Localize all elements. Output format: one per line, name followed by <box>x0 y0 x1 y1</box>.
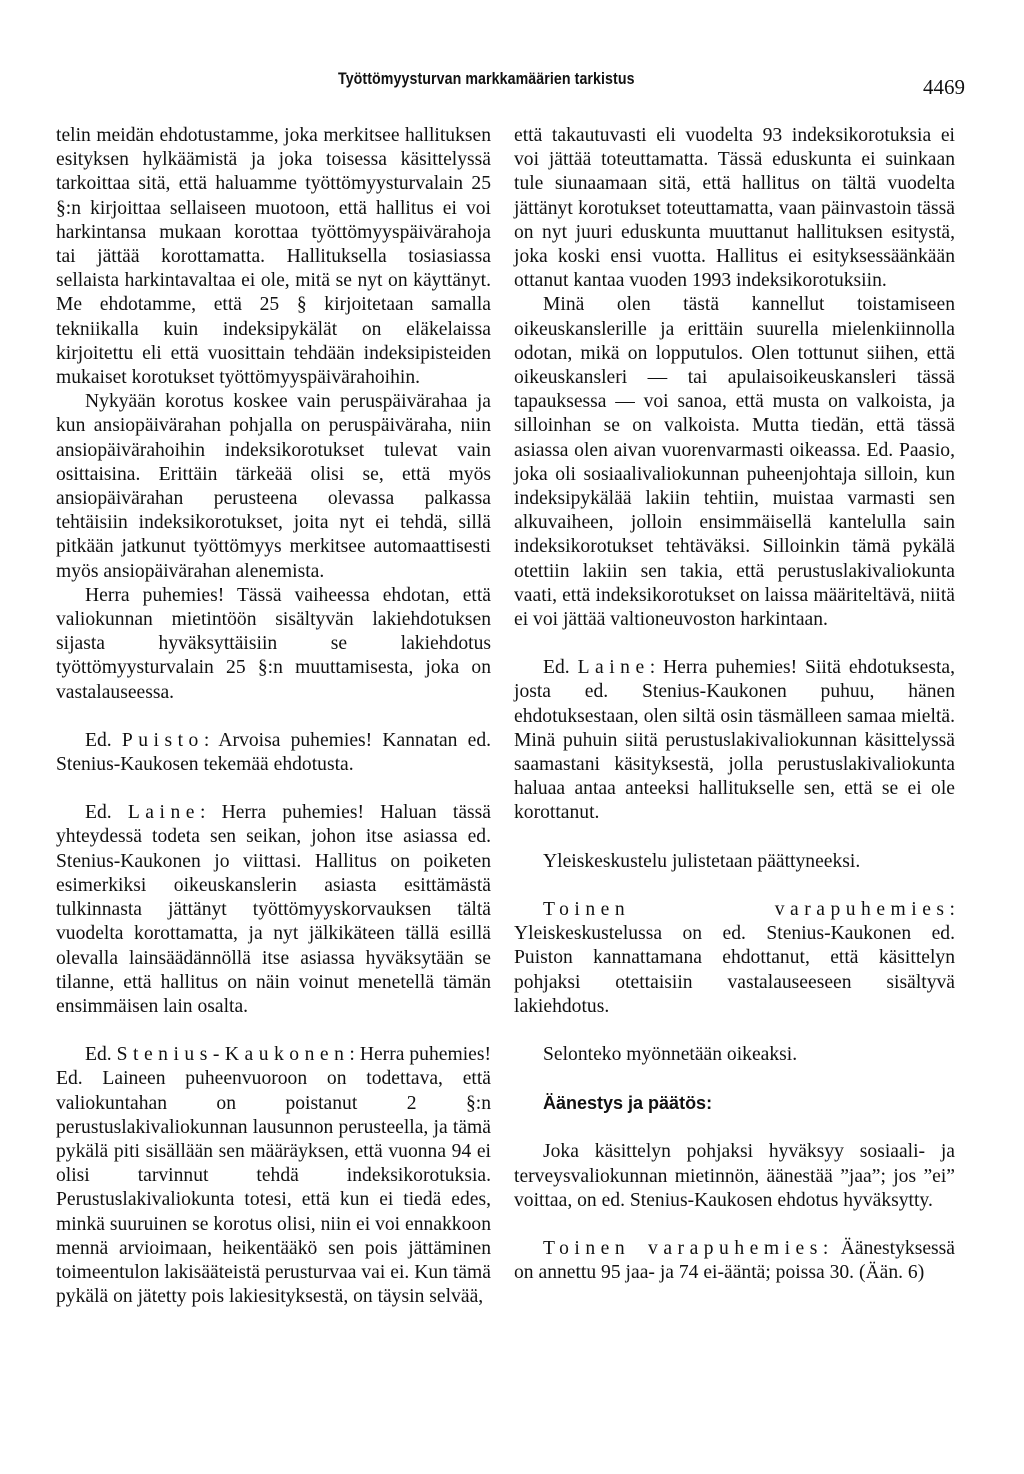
page-header <box>0 62 1024 102</box>
speaker-name: Stenius-Kaukonen <box>116 1044 350 1066</box>
speaker-name: Toinen varapuhemies <box>543 1237 823 1259</box>
speaker-name: Puisto <box>121 729 204 751</box>
left-column <box>56 124 491 1309</box>
speaker-name: Laine <box>577 657 650 679</box>
speech-paragraph <box>514 656 955 825</box>
page-number: 4469 <box>923 75 965 99</box>
paragraph: telin meidän ehdotustamme, joka merkitsee hallituksen esityksen hylkäämistä ja joka toisessa käsittelyssä tarkoittaa sitä, että haluamme työttömyysturvalain 25 §:n kirjoittaa sellaiseen muotoon, että hallitus ei voi harkintansa mukaan korottaa työttömyyspäivärahoja tai jättää korottamatta. Hallituksella tosiasiassa sellaista harkintavaltaa ei ole, mitä se nyt on käyttänyt. Me ehdotamme, että 25 § kirjoitetaan samalla tekniikalla kuin indeksipykälät on eläkelaissa kirjoitettu eli että vuosittain tehdään indeksipisteiden mukaiset korotukset työttömyyspäivärahoihin. <box>56 125 491 389</box>
running-title: Työttömyysturvan markkamäärien tarkistus <box>338 70 635 88</box>
speaker-prefix: Ed. <box>543 657 578 679</box>
speaker-prefix: Ed. <box>85 1044 117 1066</box>
section-heading <box>514 1091 955 1116</box>
speaker-name: Toinen varapuhemies <box>543 898 950 920</box>
paragraph: Nykyään korotus koskee vain peruspäivärahaa ja kun ansiopäivärahan pohjalla on peruspäiväraha, niin ansiopäivärahoihin indeksikorotukset tulevat vain osittaisina. Erittäin tärkeää olisi se, että myös ansiopäivärahan perusteena olevassa palkassa tehtäisiin indeksikorotukset, joita nyt ei tehdä, sillä pitkään jatkunut työttömyys merkitsee automaattisesti myös ansiopäivärahan alenemista. <box>56 391 491 582</box>
speech-text: : Herra puhemies! Ed. Laineen puheenvuoroon on todettava, että valiokuntahan on poistanut 2 §:n perustuslakivaliokunnan lausunnon perusteella, ja tämä pykälä piti sisällään sen määräyksen, että vuonna 94 ei olisi tarvinnut tehdä indeksikorotuksia. Perustuslakivaliokunta totesi, että kun ei tiedä edes, minkä suuruinen se korotus olisi, niin ei voi ennakkoon mennä arvioimaan, heikentääkö sen pois jättäminen toimeentulon lakisääteistä perusturvaa vai ei. Kun tämä pykälä on jätetty pois lakiesityksestä, on täysin selvää, <box>56 1044 492 1308</box>
speaker-name: Laine <box>127 802 200 824</box>
speech-text: : Arvoisa puhemies! Kannatan ed. Stenius-Kaukosen tekemää ehdotusta. <box>56 729 492 776</box>
speech-paragraph <box>56 1043 491 1309</box>
speech-text: : Herra puhemies! Haluan tässä yhteydessä todeta sen seikan, johon itse asiassa ed. Stenius-Kaukonen jo viittasi. Hallitus on poiketen esimerkiksi oikeuskanslerin asiasta esittämästä tulkinnasta jättänyt työttömyyskorvauksen tältä vuodelta korottamatta, ja nyt jälkikäteen tällä esillä olevalla lainsäädännöllä itse asiassa hyväksytään se tilanne, että hallitus on näin voinut menetellä tämän ensimmäisen lain osalta. <box>56 802 491 1017</box>
speech-text: : Yleiskeskustelussa on ed. Stenius-Kaukonen ed. Puiston kannattamana ehdottanut, että käsittelyn pohjaksi otettaisiin vastalauseeseen sisältyvä lakiehdotus. <box>514 898 955 1017</box>
speech-paragraph <box>56 801 491 1019</box>
speech-text: : Äänestyksessä on annettu 95 jaa- ja 74 ei-ääntä; poissa 30. (Ään. 6) <box>514 1237 955 1284</box>
paragraph: Herra puhemies! Tässä vaiheessa ehdotan, että valiokunnan mietintöön sisältyvän lakiehdotuksen sijasta hyväksyttäisiin se lakiehdotus työttömyysturvalain 25 §:n muuttamisesta, joka on vastalauseessa. <box>56 584 491 703</box>
paragraph: Joka käsittelyn pohjaksi hyväksyy sosiaali- ja terveysvaliokunnan mietinnön, äänestää ”jaa”; jos ”ei” voittaa, on ed. Stenius-Kaukosen ehdotus hyväksytty. <box>514 1141 955 1211</box>
section-heading-text: Äänestys ja päätös: <box>543 1093 713 1114</box>
paragraph: Selonteko myönnetään oikeaksi. <box>543 1043 798 1065</box>
speech-paragraph <box>56 729 491 777</box>
speech-paragraph <box>514 898 955 1019</box>
right-column <box>514 124 955 1285</box>
speech-paragraph <box>514 1237 955 1285</box>
paragraph: Minä olen tästä kannellut toistamiseen oikeuskanslerille ja erittäin suurella mielenkiinnolla odotan, mikä on lopputulos. Olen tottunut siihen, että oikeuskansleri — tai apulaisoikeuskansleri tässä tapauksessa — voi sanoa, että musta on valkoista, ja silloinhan se on valkoista. Mutta tiedän, että tässä asiassa olen aivan vuorenvarmasti oikeassa. Ed. Paasio, joka oli sosiaalivaliokunnan puheenjohtaja silloin, kun indeksipykälää lakiin tehtiin, muistaa varmasti sen alkuvaiheen, jolloin ensimmäisellä kantelulla sain indeksikorotukset tehtäväksi. Silloinkin tämä pykälä otettiin lakiin sen takia, että perustuslakivaliokunta vaati, että indeksikorotukset on laissa määriteltävä, niitä ei voi jättää valtioneuvoston harkintaan. <box>514 294 955 631</box>
speaker-prefix: Ed. <box>85 802 128 824</box>
paragraph: että takautuvasti eli vuodelta 93 indeksikorotuksia ei voi jättää toteuttamatta. Tässä eduskunta ei suinkaan tule siunaamaan sitä, että hallitus on tältä vuodelta jättänyt korotukset toteuttamatta, vaan päinvastoin tässä on nyt juuri eduskunta muuttanut hallituksen esitystä, joka koski ensi vuotta. Hallitus ei esityksessäänkään ottanut kantaa vuoden 1993 indeksikorotuksiin. <box>514 125 955 292</box>
speech-text: : Herra puhemies! Siitä ehdotuksesta, josta ed. Stenius-Kaukonen puhuu, hänen ehdotuksestaan, olen siltä osin täsmälleen samaa mieltä. Minä puhuin siitä perustuslakivaliokunnan käsittelyssä saamastani käsityksestä, jolla perustuslakivaliokunta haluaa antaa anteeksi hallitukselle sen, että se ei ole korottanut. <box>514 657 955 824</box>
speaker-prefix: Ed. <box>85 729 122 751</box>
paragraph: Yleiskeskustelu julistetaan päättyneeksi. <box>543 850 861 872</box>
